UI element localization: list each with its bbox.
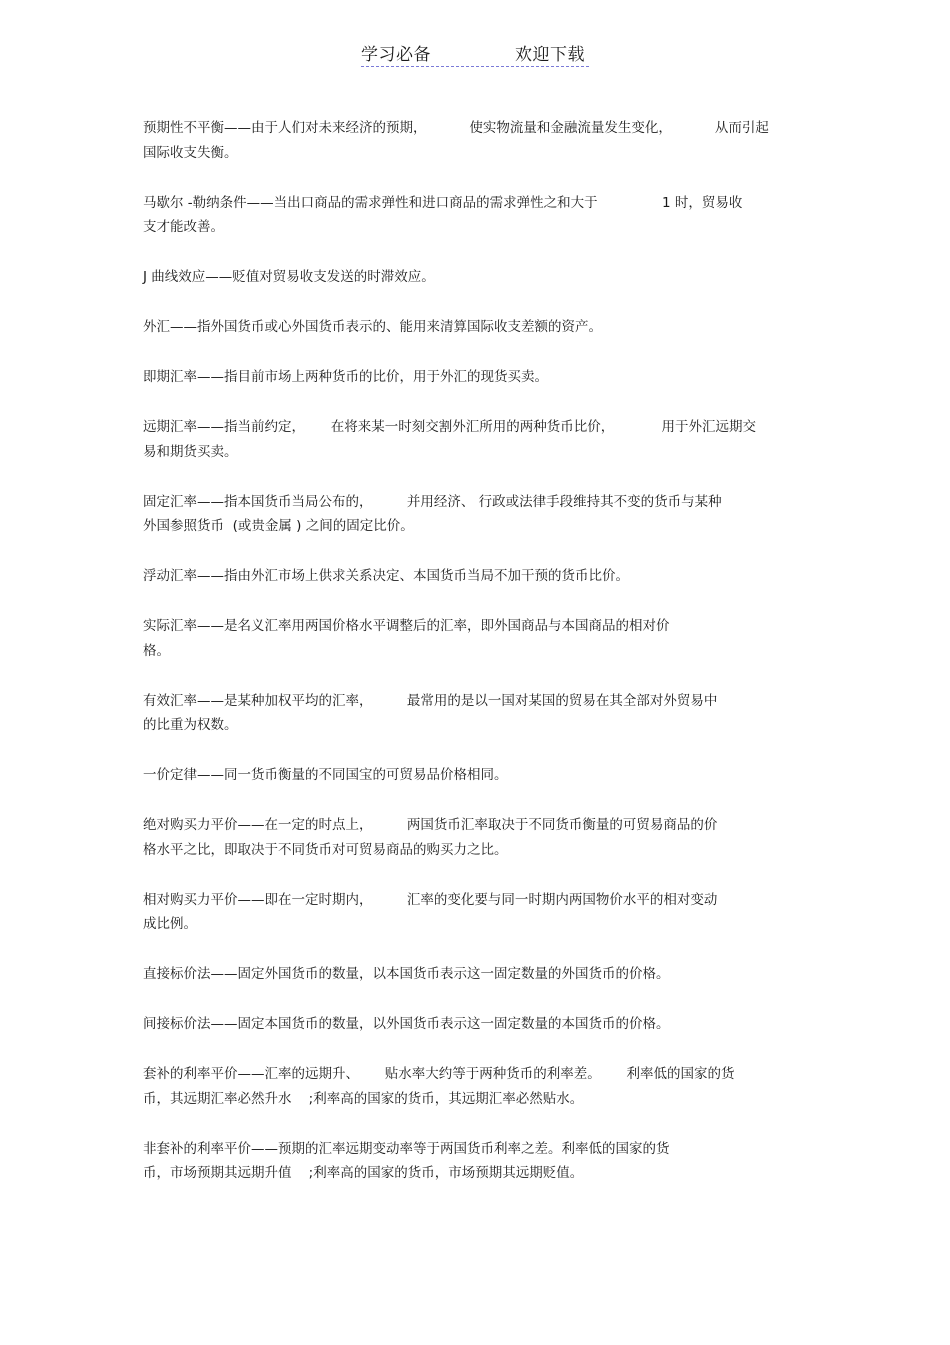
paragraph-line: 格。 (143, 642, 170, 659)
definition-paragraph (143, 490, 805, 539)
paragraph-line: 浮动汇率——指由外汇市场上供求关系决定、本国货币当局不加干预的货币比价。 (143, 568, 629, 584)
definition-paragraph (143, 1062, 805, 1111)
definition-paragraph (143, 614, 805, 663)
header-right-text: 欢迎下载 (515, 45, 585, 65)
definition-paragraph (143, 116, 805, 165)
definition-paragraph (143, 315, 805, 340)
paragraph-line: 币，市场预期其远期升值 ;利率高的国家的货币，市场预期其远期贬值。 (143, 1165, 584, 1181)
definition-paragraph (143, 415, 805, 464)
definition-paragraph (143, 365, 805, 390)
paragraph-line: 的比重为权数。 (143, 717, 238, 733)
definition-paragraph (143, 689, 805, 738)
paragraph-line: 国际收支失衡。 (143, 144, 238, 161)
paragraph-line: 易和期货买卖。 (143, 443, 238, 460)
document-body (143, 116, 805, 1211)
paragraph-line: J 曲线效应——贬值对贸易收支发送的时滞效应。 (143, 269, 435, 285)
page-header (361, 40, 589, 67)
header-left-text: 学习必备 (361, 45, 431, 65)
definition-paragraph (143, 1012, 805, 1037)
paragraph-line: 币，其远期汇率必然升水 ;利率高的国家的货币，其远期汇率必然贴水。 (143, 1090, 584, 1107)
definition-paragraph (143, 191, 805, 240)
paragraph-line: 相对购买力平价——即在一定时期内， 汇率的变化要与同一时期内两国物价水平的相对变动 (143, 891, 718, 908)
definition-paragraph (143, 888, 805, 937)
definition-paragraph (143, 763, 805, 788)
paragraph-line: 外国参照货币 (或贵金属 ) 之间的固定比价。 (143, 518, 414, 534)
definition-paragraph (143, 813, 805, 862)
paragraph-line: 间接标价法——固定本国货币的数量，以外国货币表示这一固定数量的本国货币的价格。 (143, 1016, 670, 1032)
paragraph-line: 有效汇率——是某种加权平均的汇率， 最常用的是以一国对某国的贸易在其全部对外贸易中 (143, 692, 718, 709)
paragraph-line: 套补的利率平价——汇率的远期升、 贴水率大约等于两种货币的利率差。 利率低的国家的货 (143, 1066, 735, 1082)
paragraph-line: 一价定律——同一货币衡量的不同国宝的可贸易品价格相同。 (143, 767, 508, 783)
paragraph-line: 外汇——指外国货币或心外国货币表示的、能用来清算国际收支差额的资产。 (143, 319, 602, 335)
definition-paragraph (143, 1137, 805, 1186)
paragraph-line: 支才能改善。 (143, 219, 224, 235)
definition-paragraph (143, 265, 805, 290)
definition-paragraph (143, 962, 805, 987)
paragraph-line: 马歇尔 -勒纳条件——当出口商品的需求弹性和进口商品的需求弹性之和大于 1 时，贸易收 (143, 194, 743, 211)
paragraph-line: 格水平之比，即取决于不同货币对可贸易商品的购买力之比。 (143, 841, 508, 858)
paragraph-line: 绝对购买力平价——在一定的时点上， 两国货币汇率取决于不同货币衡量的可贸易商品的价 (143, 817, 718, 833)
paragraph-line: 固定汇率——指本国货币当局公布的， 并用经济、 行政或法律手段维持其不变的货币与某种 (143, 493, 722, 510)
paragraph-line: 远期汇率——指当前约定， 在将来某一时刻交割外汇所用的两种货币比价， 用于外汇远期交 (143, 419, 756, 435)
paragraph-line: 即期汇率——指目前市场上两种货币的比价，用于外汇的现货买卖。 (143, 369, 548, 385)
paragraph-line: 非套补的利率平价——预期的汇率远期变动率等于两国货币利率之差。利率低的国家的货 (143, 1140, 670, 1157)
paragraph-line: 预期性不平衡——由于人们对未来经济的预期， 使实物流量和金融流量发生变化， 从而引起 (143, 120, 769, 136)
paragraph-line: 实际汇率——是名义汇率用两国价格水平调整后的汇率，即外国商品与本国商品的相对价 (143, 618, 670, 634)
paragraph-line: 成比例。 (143, 916, 197, 932)
definition-paragraph (143, 564, 805, 589)
paragraph-line: 直接标价法——固定外国货币的数量，以本国货币表示这一固定数量的外国货币的价格。 (143, 966, 670, 982)
